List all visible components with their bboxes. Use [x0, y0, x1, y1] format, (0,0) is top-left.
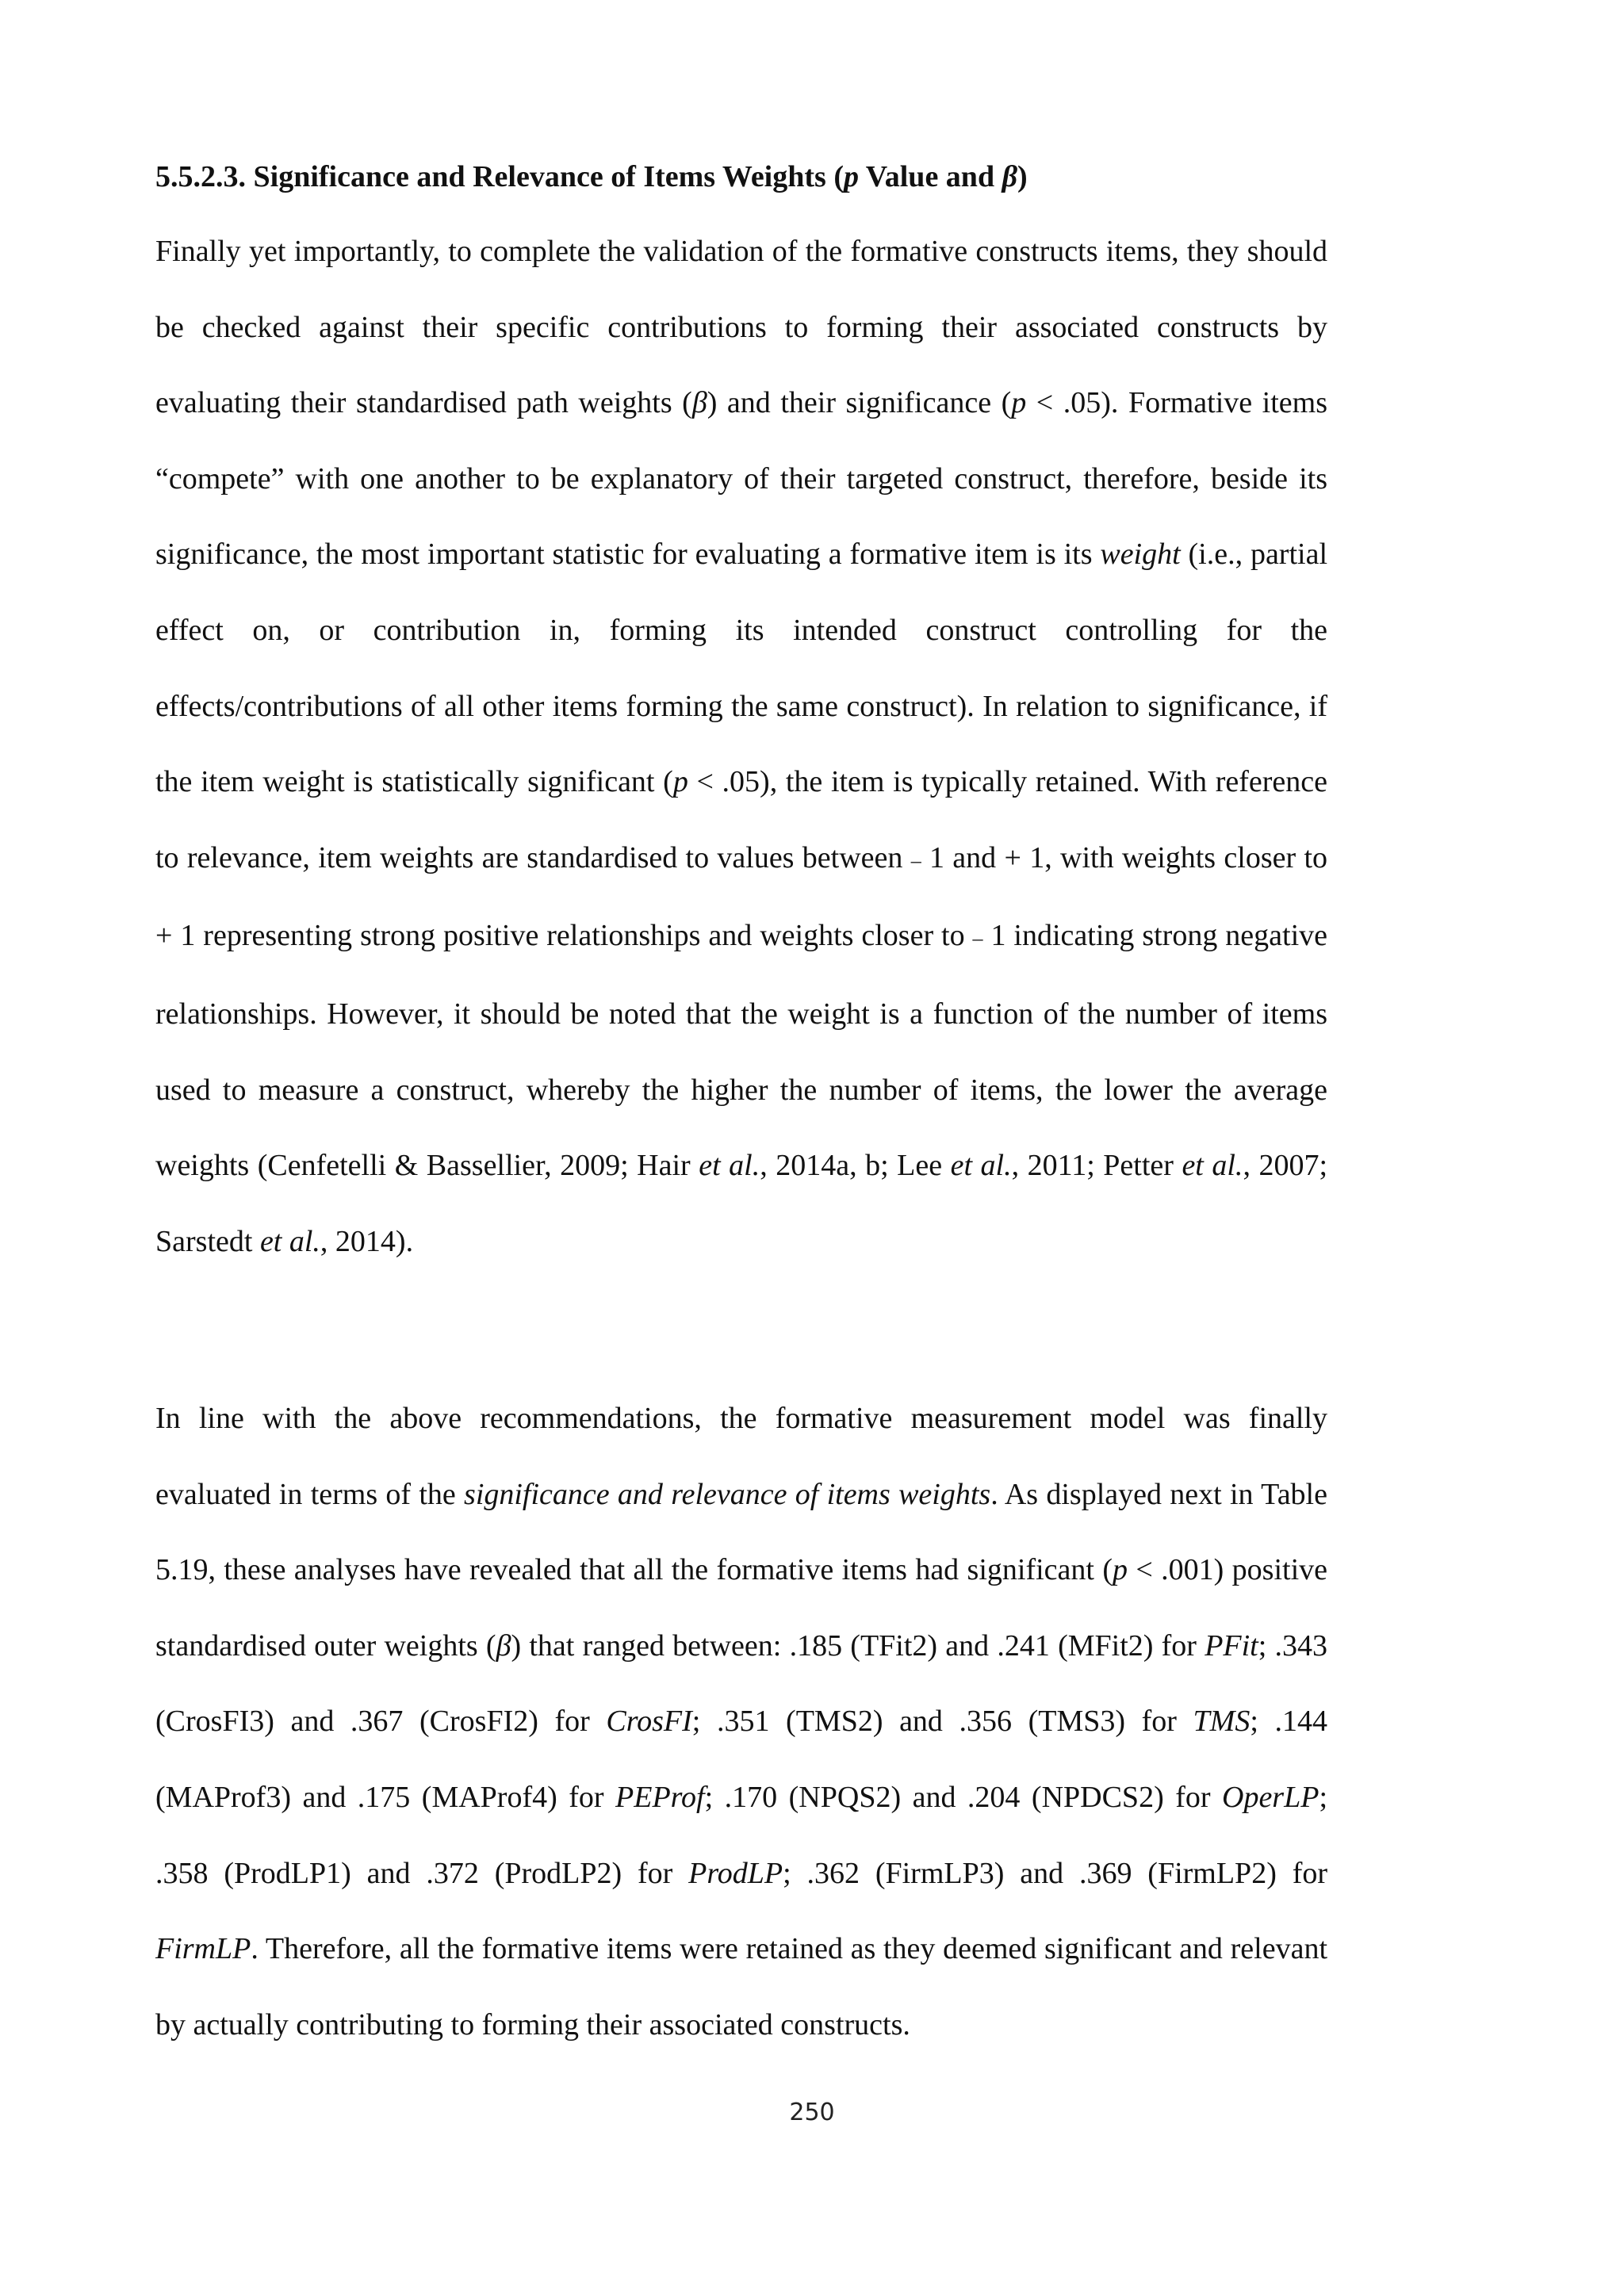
page-number: 250 — [789, 2099, 835, 2126]
section-number: 5.5.2.3. — [155, 160, 246, 193]
body-paragraph-1: Finally yet importantly, to complete the validation of the formative constructs items, they should be checked against their specific contributions to forming their associated constructs by evaluating their standardised path weights (β) and their significance (p < .05). Formative items “compete” with one another to be explanatory of their targeted construct, therefore, beside its significance, the most important statistic for evaluating a formative item is its weight (i.e., partial effect on, or contribution in, forming its intended construct controlling for the effects/contributions of all other items forming the same construct). In relation to significance, if the item weight is statistically significant (p < .05), the item is typically retained. With reference to relevance, item weights are standardised to values between – 1 and + 1, with weights closer to + 1 representing strong positive relationships and weights closer to – 1 indicating strong negative relationships. However, it should be noted that the weight is a function of the number of items used to measure a construct, whereby the higher the number of items, the lower the average weights (Cenfetelli & Bassellier, 2009; Hair et al., 2014a, b; Lee et al., 2011; Petter et al., 2007; Sarstedt et al., 2014). — [155, 235, 1328, 1258]
body-paragraph-2: In line with the above recommendations, the formative measurement model was finally evaluated in terms of the significance and relevance of items weights. As displayed next in Table 5.19, these analyses have revealed that all the formative items had significant (p < .001) positive standardised outer weights (β) that ranged between: .185 (TFit2) and .241 (MFit2) for PFit; .343 (CrosFI3) and .367 (CrosFI2) for CrosFI; .351 (TMS2) and .356 (TMS3) for TMS; .144 (MAProf3) and .175 (MAProf4) for PEProf; .170 (NPQS2) and .204 (NPDCS2) for OperLP; .358 (ProdLP1) and .372 (ProdLP2) for ProdLP; .362 (FirmLP3) and .369 (FirmLP2) for FirmLP. Therefore, all the formative items were retained as they deemed significant and relevant by actually contributing to forming their associated constructs. — [155, 1402, 1328, 2042]
section-heading: 5.5.2.3. Significance and Relevance of Items Weights (p Value and β) — [155, 160, 1028, 193]
